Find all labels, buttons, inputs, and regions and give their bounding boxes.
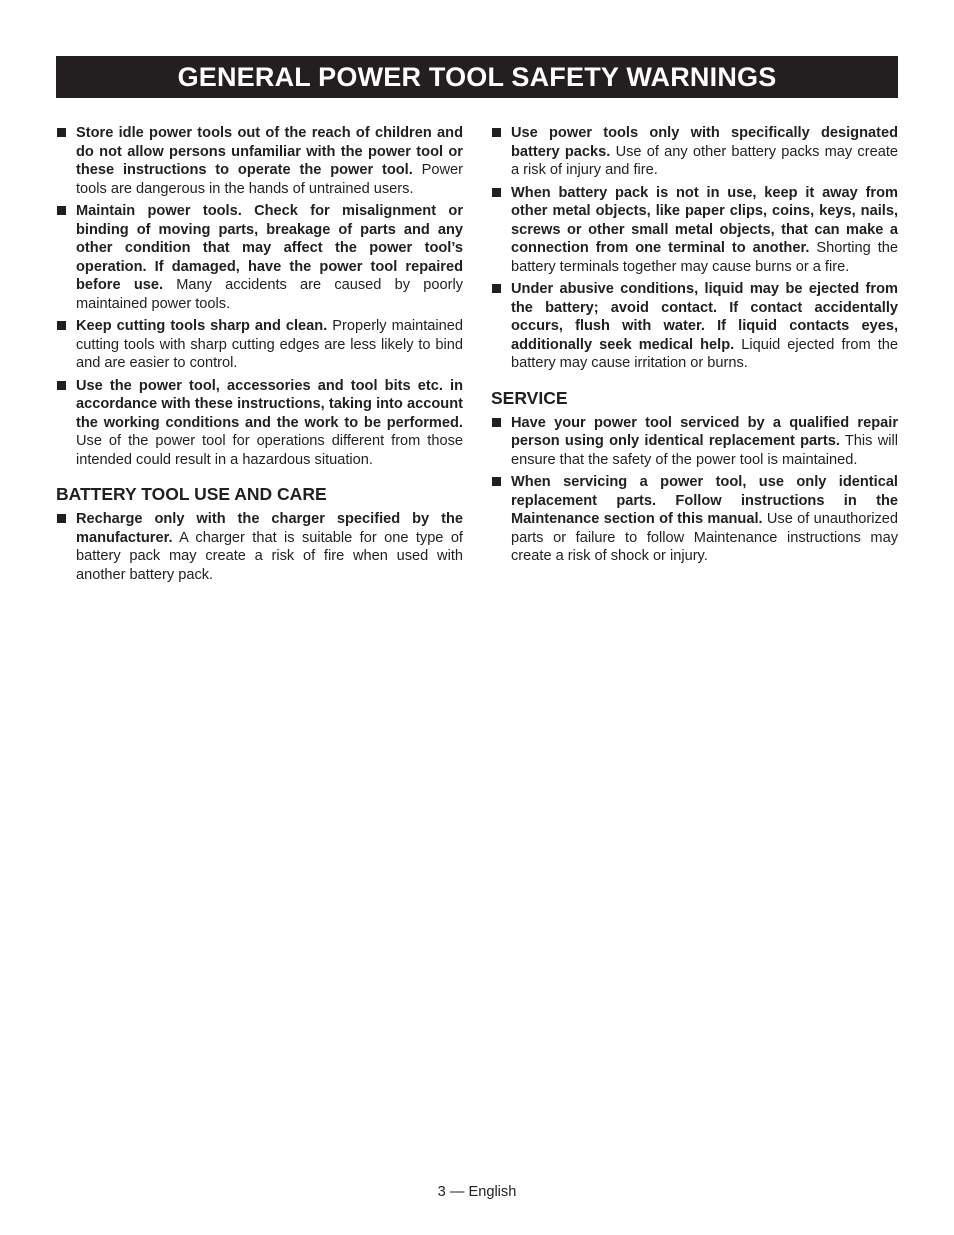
- square-bullet-icon: [492, 284, 501, 293]
- left-column: [56, 124, 463, 588]
- warning-text: Many accidents are caused by poorly maintained power tools.: [76, 277, 464, 312]
- square-bullet-icon: [57, 128, 66, 137]
- warning-text: Liquid ejected from the battery may cause irritation or burns.: [511, 336, 899, 371]
- warning-text: This will ensure that the safety of the power tool is maintained.: [511, 433, 898, 468]
- warning-item: [56, 377, 463, 470]
- page-footer: 3 — English: [437, 1184, 517, 1200]
- section-heading-service: SERVICE: [491, 387, 568, 408]
- warning-item: [56, 510, 463, 584]
- right-column: [491, 124, 898, 570]
- warning-item: [491, 473, 898, 566]
- warning-bold: Use power tools only with specifically designated battery packs.: [511, 125, 898, 160]
- warning-bold: When servicing a power tool, use only identical replacement parts. Follow instructions in the Maintenance section of this manual.: [511, 474, 898, 527]
- warning-bold: Under abusive conditions, liquid may be ejected from the battery; avoid contact. If contact accidentally occurs, flush with water. If liquid contacts eyes, additionally seek medical help.: [511, 281, 898, 353]
- warning-item: [491, 184, 898, 277]
- square-bullet-icon: [57, 514, 66, 523]
- warning-item: [491, 280, 898, 373]
- warning-item: [491, 124, 898, 180]
- warning-bold: Use the power tool, accessories and tool bits etc. in accordance with these instructions, taking into account the working conditions and the work to be performed.: [76, 377, 463, 431]
- square-bullet-icon: [492, 188, 501, 197]
- square-bullet-icon: [57, 381, 66, 390]
- square-bullet-icon: [57, 321, 66, 330]
- warning-text: A charger that is suitable for one type of battery pack may create a risk of fire when used with another battery pack.: [76, 529, 463, 583]
- square-bullet-icon: [57, 206, 66, 215]
- warning-text: Power tools are dangerous in the hands of untrained users.: [76, 162, 463, 197]
- warning-text: Use of any other battery packs may create a risk of injury and fire.: [511, 143, 898, 178]
- square-bullet-icon: [492, 128, 501, 137]
- page-title: GENERAL POWER TOOL SAFETY WARNINGS: [56, 56, 898, 98]
- square-bullet-icon: [492, 477, 501, 486]
- section-heading-battery: BATTERY TOOL USE AND CARE: [56, 484, 327, 504]
- warning-bold: When battery pack is not in use, keep it away from other metal objects, like paper clips, coins, keys, nails, screws or other small metal objects, that can make a connection from one terminal to another.: [511, 184, 898, 256]
- warning-bold: Have your power tool serviced by a qualified repair person using only identical replacement parts.: [511, 414, 898, 449]
- warning-text: Properly maintained cutting tools with sharp cutting edges are less likely to bind and are easier to control.: [76, 318, 463, 371]
- warning-bold: Maintain power tools. Check for misalignment or binding of moving parts, breakage of parts and any other condition that may affect the power tool’s operation. If damaged, have the power tool repaired before use.: [76, 203, 463, 293]
- warning-bold: Recharge only with the charger specified by the manufacturer.: [76, 511, 463, 546]
- warning-item: [56, 317, 463, 373]
- warning-item: [491, 414, 898, 470]
- warning-item: [56, 124, 463, 198]
- square-bullet-icon: [492, 418, 501, 427]
- warning-item: [56, 202, 463, 313]
- warning-text: Shorting the battery terminals together may cause burns or a fire.: [511, 240, 898, 275]
- warning-bold: Store idle power tools out of the reach of children and do not allow persons unfamiliar with the power tool or these instructions to operate the power tool.: [76, 125, 463, 178]
- warning-text: Use of unauthorized parts or failure to follow Maintenance instructions may create a risk of shock or injury.: [511, 511, 898, 564]
- warning-bold: Keep cutting tools sharp and clean.: [76, 318, 328, 334]
- warning-text: Use of the power tool for operations different from those intended could result in a hazardous situation.: [76, 433, 463, 468]
